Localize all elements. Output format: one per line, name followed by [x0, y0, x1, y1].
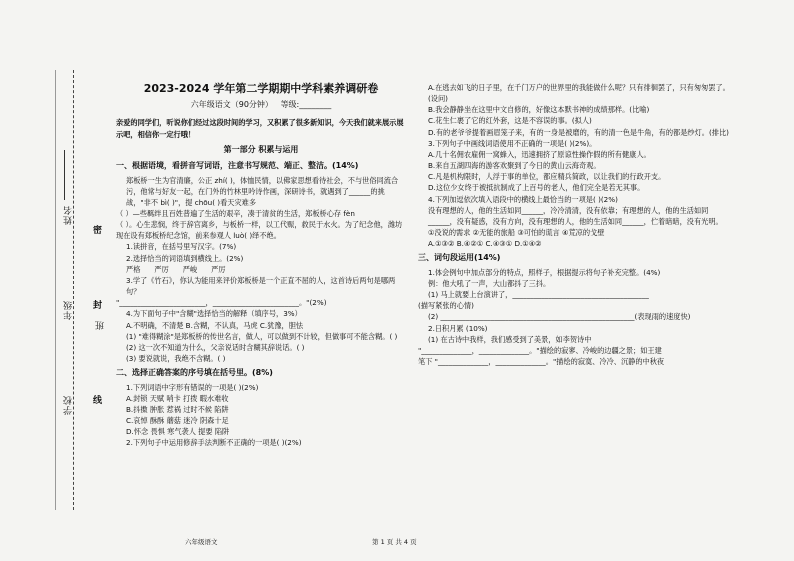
task-2-b: "______________，______________。"描绘的寂寥、冷峻的边疆之景；如王建 — [418, 345, 662, 355]
task-1-example: 例：他大吼了一声，大山都抖了三抖。 — [428, 278, 551, 288]
binding-margin — [0, 0, 110, 561]
exam-duration: 六年级语文（90分钟） — [190, 100, 273, 110]
mc-option-b: B.抖擞 肿胀 惹祸 过时不候 陷阱 — [126, 404, 229, 414]
passage-line-3: （ ）。心生悲悯，终于辞官离乡，与板桥一样，以工代赈，救民于水火。为了纪念他，潍坊现在设有郑板桥纪念馆，前来参观人 luò( )绎不绝。 — [116, 220, 403, 241]
grade-field: 年级 — [64, 300, 74, 320]
mc3-option-a: A.几十名佣农雇佣一窝蜂入，迅速拥挤了原谅性操作假的所有健康人。 — [428, 149, 651, 159]
left-column — [116, 80, 406, 449]
task-1-a: (1) 马上就要上台演讲了，______________________________________ — [428, 290, 649, 300]
section3-heading: 三、词句段运用(14%) — [418, 253, 501, 263]
exam-title: 2023-2024 学年第二学期期中学科素养调研卷 — [143, 82, 379, 95]
right-column — [418, 82, 730, 367]
intro-text: 亲爱的同学们，听说你们经过这段时间的学习，又积累了很多新知识，今天我们就来展示展示吧，相信你一定行哦！ — [116, 118, 404, 139]
section1-heading: 一、根据语境，看拼音写词语，注意书写规范、端正、整洁。(14%) — [116, 161, 359, 171]
class-field: 班 — [96, 320, 106, 330]
cut-mark-xian: 线 — [91, 395, 101, 404]
exam-subtitle — [116, 99, 406, 111]
option: 严峻 — [182, 264, 198, 274]
mc-option-a: A.封锁 天赋 哨卡 打拨 暇水难收 — [126, 393, 229, 403]
cut-mark-feng: 封 — [91, 300, 101, 309]
mc4-choices: A.①③② B.④②① C.④③① D.①④② — [428, 239, 542, 249]
passage-line-1: 郑板桥一生为官清廉，公正 zhí( )，体恤民情，以佛家思想看待社会，不与世俗同流合污，他常与好友一起，在门外的竹林里吟诗作画，深研诗书，就遇到了______的挑战，"非不 bì( )"，提 chōu( )看天灾难多 — [126, 175, 399, 207]
rhetoric-option-d: D.有的老爷爷提着画眉笼子来，有的一身是被磨的，有的清一色是牛角，有的都是纱灯。(排比) — [428, 127, 729, 137]
question-1-4: 4.为下面句子中"含糊"选择恰当的解释（填序号，3%） — [126, 309, 302, 319]
rhetoric-option-b: B.我会静静坐在这里中文自修的，好像这本默书神的成绩那样。(比喻) — [428, 105, 650, 115]
question-1-4-a: (1) "难得糊涂"是郑板桥的传世名言，做人，可以做到不计较，但做事可不能含糊。( ) — [126, 331, 398, 341]
school-field: 学校 — [64, 395, 74, 415]
question-1-4-b: (2) 这一次不知道为什么，父亲说话时含糊其辞说话。( ) — [126, 342, 305, 352]
task-1-a-hint: (描写紧张的心情) — [418, 301, 474, 311]
mc3-option-b: B.来自五湖四海的游客欢聚到了今日的黄山云海奇观。 — [428, 161, 601, 171]
binding-dashed-line — [73, 70, 74, 510]
mc3-option-d: D.这位少女终于被抵抗制成了上百号的老人，他们完全是若无其事。 — [428, 183, 645, 193]
option: 严厉 — [211, 264, 226, 274]
name-underline — [64, 150, 65, 200]
question-1-4-c: (3) 要说就说，我绝不含糊。( ) — [126, 354, 226, 364]
option: 严格 — [126, 264, 141, 274]
task-2: 2.日积月累 (10%) — [428, 323, 488, 333]
binding-solid-line — [55, 70, 56, 510]
mc-option-d: D.怀念 畏惧 寒气袭人 提要 陷阱 — [126, 427, 230, 437]
rhetoric-option-c: C.花生仁裹了它的红外套，这是不容误的事。(拟人) — [428, 116, 592, 126]
footer-subject: 六年级语文 — [185, 538, 218, 546]
question-1-3-blank: "________________________，________________________。"(2%) — [116, 298, 327, 308]
footer-page-number: 第 1 页 共 4 页 — [372, 538, 417, 546]
option: 严厉 — [154, 264, 169, 274]
question-1-3: 3.学了《竹石》，你认为能用来评价郑板桥是一个正直不屈的人，这首诗后两句是哪两句？ — [126, 275, 396, 297]
question-1-2: 2.选择恰当的词语填到横线上。(2%) — [126, 253, 244, 263]
mc4-options: ①没说的需求 ②无能的旅船 ③可怕的谎言 ④荒凉的戈壁 — [428, 228, 605, 238]
mc-question-2: 2.下列句子中运用修辞手法判断不正确的一项是( )(2%) — [126, 438, 302, 448]
mc3-option-c: C.凡是机构限时，人浮于事的单位，都应精兵简政，以让我们的行政开支。 — [428, 172, 666, 182]
cut-mark-mi: 密 — [91, 225, 101, 234]
grade-label: 等级:________ — [280, 100, 332, 110]
part1-heading: 第一部分 积累与运用 — [223, 144, 299, 154]
question-1-2-options — [116, 264, 406, 275]
question-1-4-options: A.不明确，不清楚 B.含糊，不认真，马虎 C.犹豫，胆怯 — [126, 320, 304, 330]
name-field: 姓名 — [64, 205, 74, 225]
mc4-passage: 没有理想的人，他的生活如同______，冷冷清清，没有依靠；有理想的人，他的生活如同______，没有疑惑，没有方向，没有理想的人，他的生活如同______，伫着暗暗，没有光明。 — [428, 205, 723, 226]
mc-question-1: 1.下列词语中字形有错误的一项是( )(2%) — [126, 382, 259, 392]
passage-line-2: （ ）—些羁绊且百姓普遍了生活的艰辛，凑于清贫的生活，郑板桥心存 fèn — [116, 209, 355, 218]
task-1: 1.体会例句中加点部分的特点，照样子，根据提示将句子补充完整。(4%) — [428, 267, 661, 277]
mc-question-4: 4.下列加逗依次填入语段中的横线上最恰当的一项是( )(2%) — [428, 194, 618, 204]
section2-heading: 二、选择正确答案的序号填在括号里。(8%) — [116, 368, 273, 378]
task-2-a: (1) 在古诗中我样，我们感受到了美景，如李贺诗中 — [428, 334, 592, 344]
rhetoric-option-a: A.在逃去如飞的日子里，在千门万户的世界里的我能做什么呢？只有徘徊罢了，只有匆匆罢了。(设问) — [428, 83, 730, 104]
task-1-b: (2) ______________________________________________________(表现雨的速度快) — [428, 312, 691, 322]
task-2-c: 笔下 "______________，______________。"描绘的寂寞、冷冷、沉静的中秋夜 — [418, 356, 665, 366]
question-1-1: 1.读拼音，在括号里写汉字。(7%) — [126, 242, 237, 252]
mc-option-c: C.哀悼 酥酥 蘑菇 迷冷 阴森十足 — [126, 416, 229, 426]
mc-question-3: 3.下列句子中画线词语使用不正确的一项是( )(2%)。 — [428, 138, 597, 148]
